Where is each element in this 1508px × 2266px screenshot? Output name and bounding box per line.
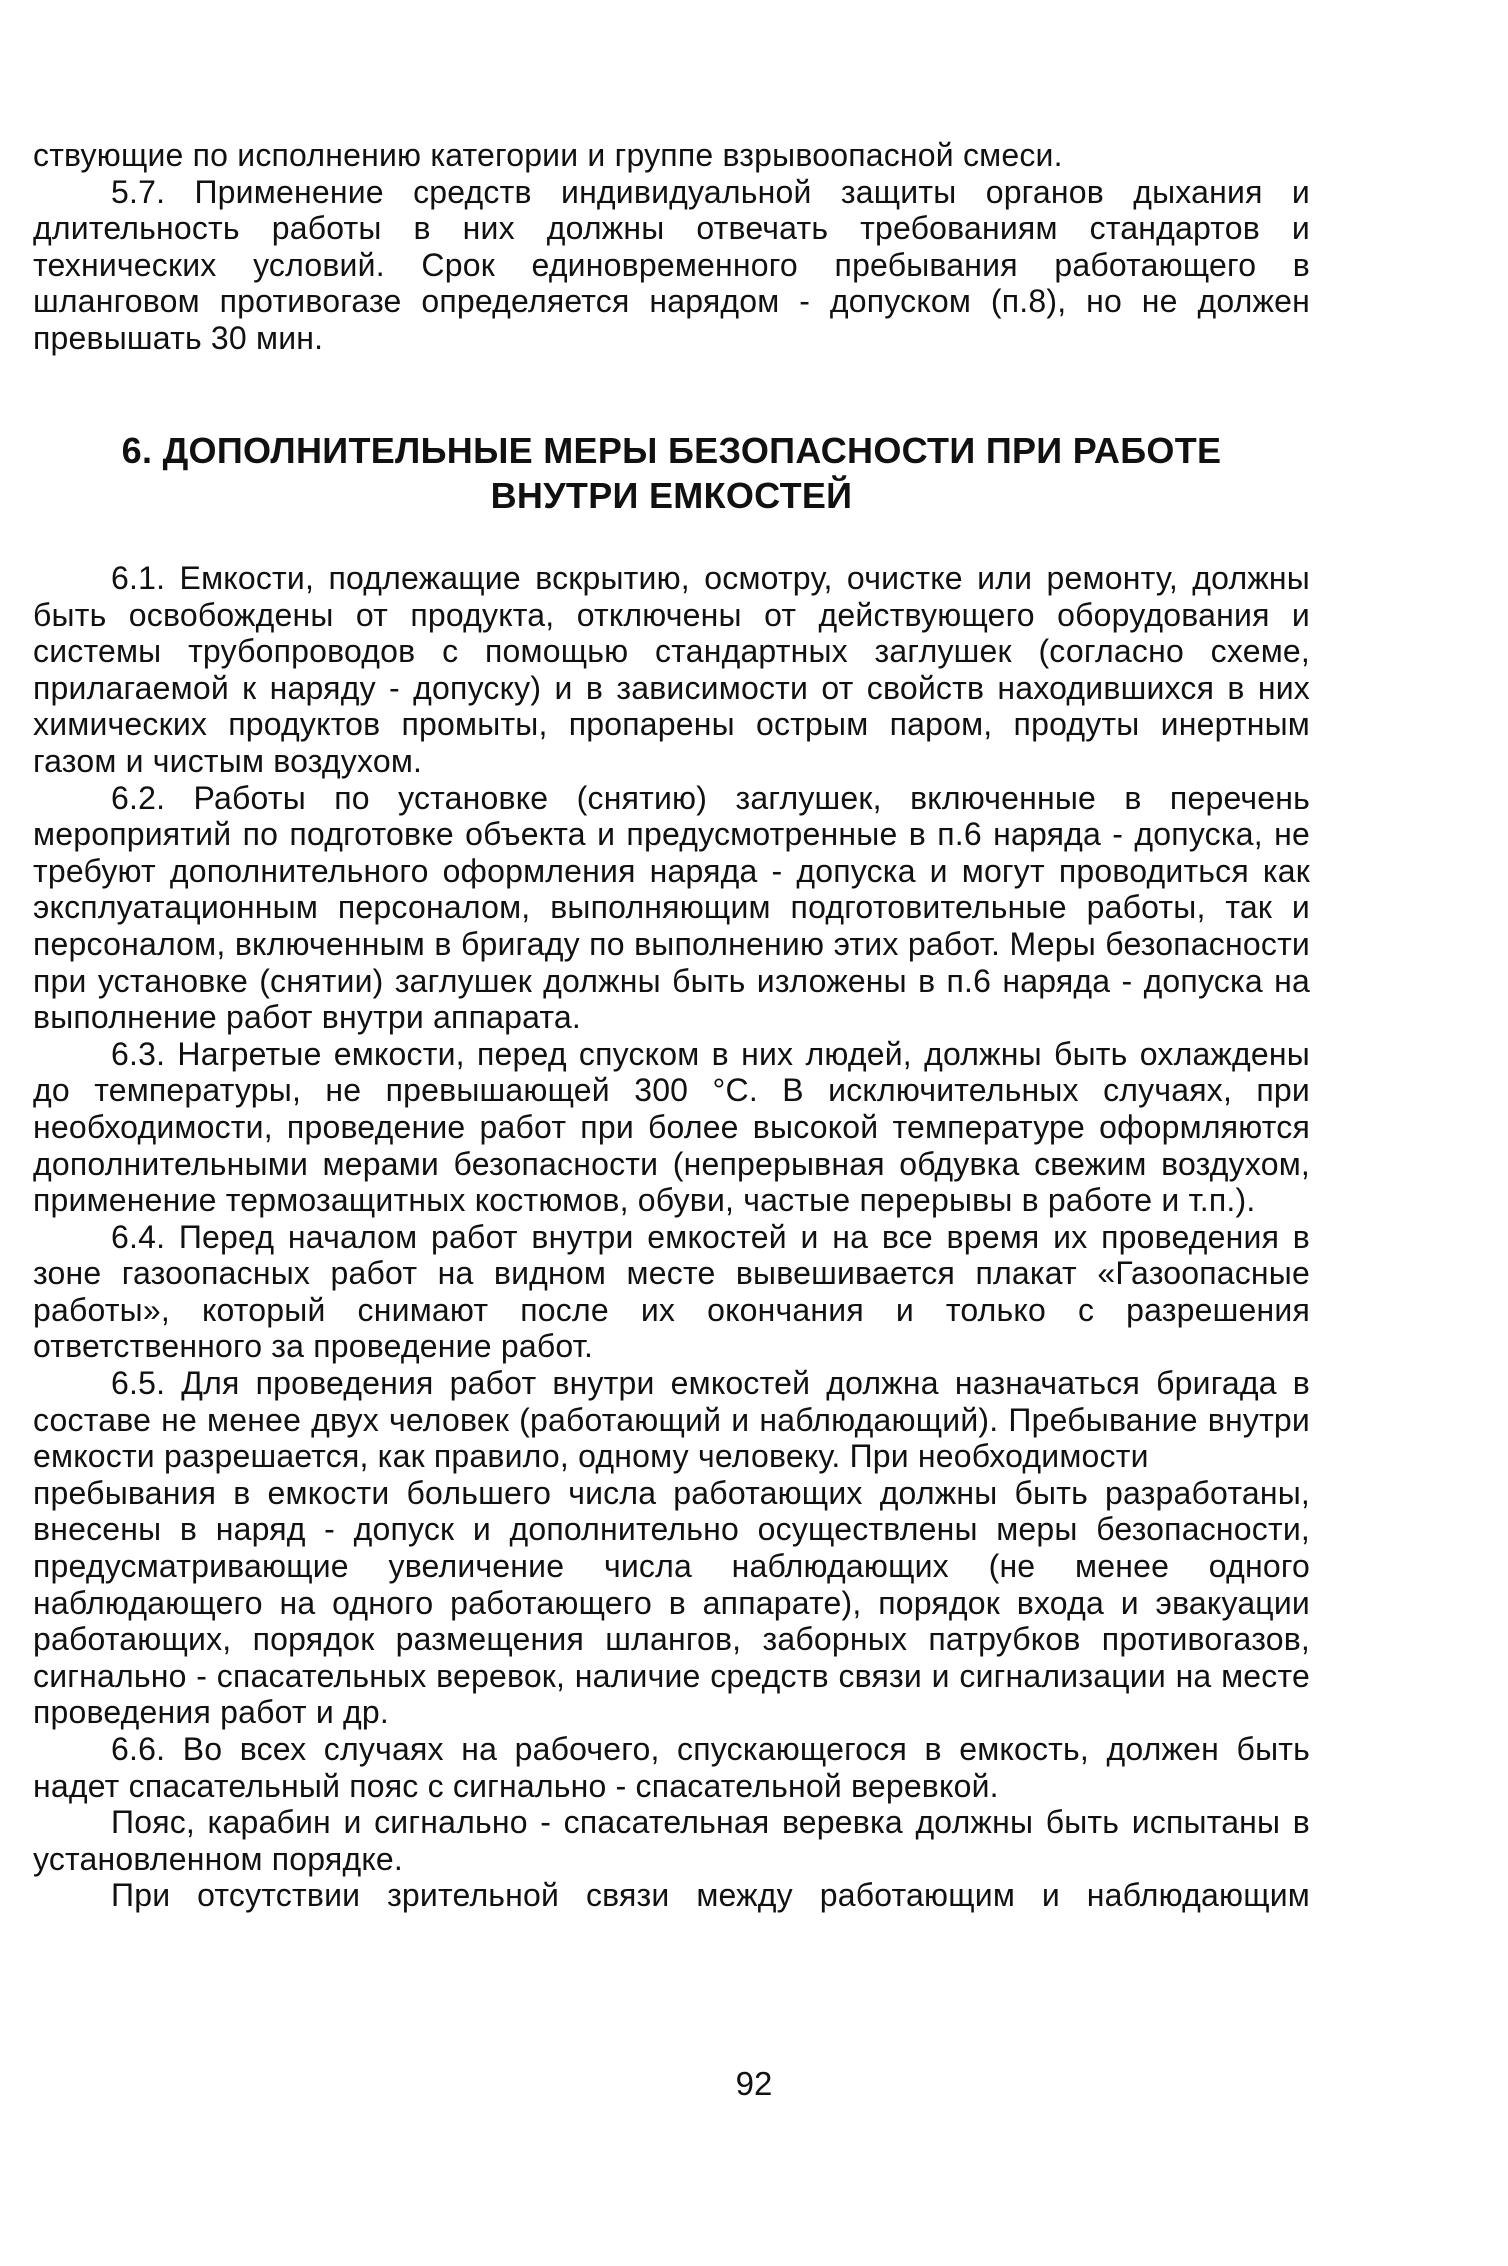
section-heading-line-2: ВНУТРИ ЕМКОСТЕЙ bbox=[490, 475, 853, 516]
section-6-body bbox=[33, 560, 1310, 1914]
paragraph-6-4: 6.4. Перед началом работ внутри емкостей и на все время их проведения в зоне газоопасных работ на видном месте вывешивается плакат «Газоопасные работы», который снимают после их окончания и только с разрешения ответственного за проведение работ. bbox=[33, 1218, 1310, 1365]
paragraph-6-3: 6.3. Нагретые емкости, перед спуском в них людей, должны быть охлаждены до температуры, не превышающей 300 °С. В исключительных случаях, при необходимости, проведение работ при более высокой температуре оформляются дополнительными мерами безопасности (непрерывная обдувка свежим воздухом, применение термозащитных костюмов, обуви, частые перерывы в работе и т.п.). bbox=[33, 1035, 1310, 1219]
paragraph-6-2: 6.2. Работы по установке (снятию) заглушек, включенные в перечень мероприятий по подготовке объекта и предусмотренные в п.6 наряда - допуска, не требуют дополнительного оформления наряда - допуска и могут проводиться как эксплуатационным персоналом, выполняющим подготовительные работы, так и персоналом, включенным в бригаду по выполнению этих работ. Меры безопасности при установке (снятии) заглушек должны быть изложены в п.6 наряда - допуска на выполнение работ внутри аппарата. bbox=[33, 779, 1310, 1036]
paragraph-belt-testing: Пояс, карабин и сигнально - спасательная веревка должны быть испытаны в установленном порядке. bbox=[33, 1804, 1310, 1877]
paragraph-6-1: 6.1. Емкости, подлежащие вскрытию, осмотру, очистке или ремонту, должны быть освобождены от продукта, отключены от действующего оборудования и системы трубопроводов с помощью стандартных заглушек (согласно схеме, прилагаемой к наряду - допуску) и в зависимости от свойств находившихся в них химических продуктов промыты, пропарены острым паром, продуты инертным газом и чистым воздухом. bbox=[33, 560, 1310, 779]
paragraph-visual-contact: При отсутствии зрительной связи между работающим и наблюдающим bbox=[111, 1877, 1310, 1914]
paragraph-6-6: 6.6. Во всех случаях на рабочего, спускающегося в емкость, должен быть надет спасательный пояс с сигнально - спасательной веревкой. bbox=[33, 1731, 1310, 1804]
paragraph-continuation: ствующие по исполнению категории и группе взрывоопасной смеси. bbox=[33, 137, 1063, 173]
page-number: 92 bbox=[735, 2065, 773, 2102]
section-heading-line-1: 6. ДОПОЛНИТЕЛЬНЫЕ МЕРЫ БЕЗОПАСНОСТИ ПРИ РАБОТЕ bbox=[121, 430, 1222, 471]
paragraph-6-5-part-2: пребывания в емкости большего числа работающих должны быть разработаны, внесены в наряд - допуск и дополнительно осуществлены меры безопасности, предусматривающие увеличение числа наблюдающих (не менее одного наблюдающего на одного работающего в аппарате), порядок входа и эвакуации работающих, порядок размещения шлангов, заборных патрубков противогазов, сигнально - спасательных веревок, наличие средств связи и сигнализации на месте проведения работ и др. bbox=[33, 1474, 1310, 1731]
paragraph-5-7: 5.7. Применение средств индивидуальной защиты органов дыхания и длительность работы в них должны отвечать требованиям стандартов и технических условий. Срок единовременного пребывания работающего в шланговом противогазе определяется нарядом - допуском (п.8), но не должен превышать 30 мин. bbox=[33, 173, 1310, 356]
paragraph-6-5-part-1: 6.5. Для проведения работ внутри емкостей должна назначаться бригада в составе не менее двух человек (работающий и наблюдающий). Пребывание внутри емкости разрешается, как правило, одному человеку. При необходимости bbox=[33, 1365, 1310, 1475]
top-text-section bbox=[33, 137, 1310, 357]
section-heading bbox=[33, 428, 1310, 518]
